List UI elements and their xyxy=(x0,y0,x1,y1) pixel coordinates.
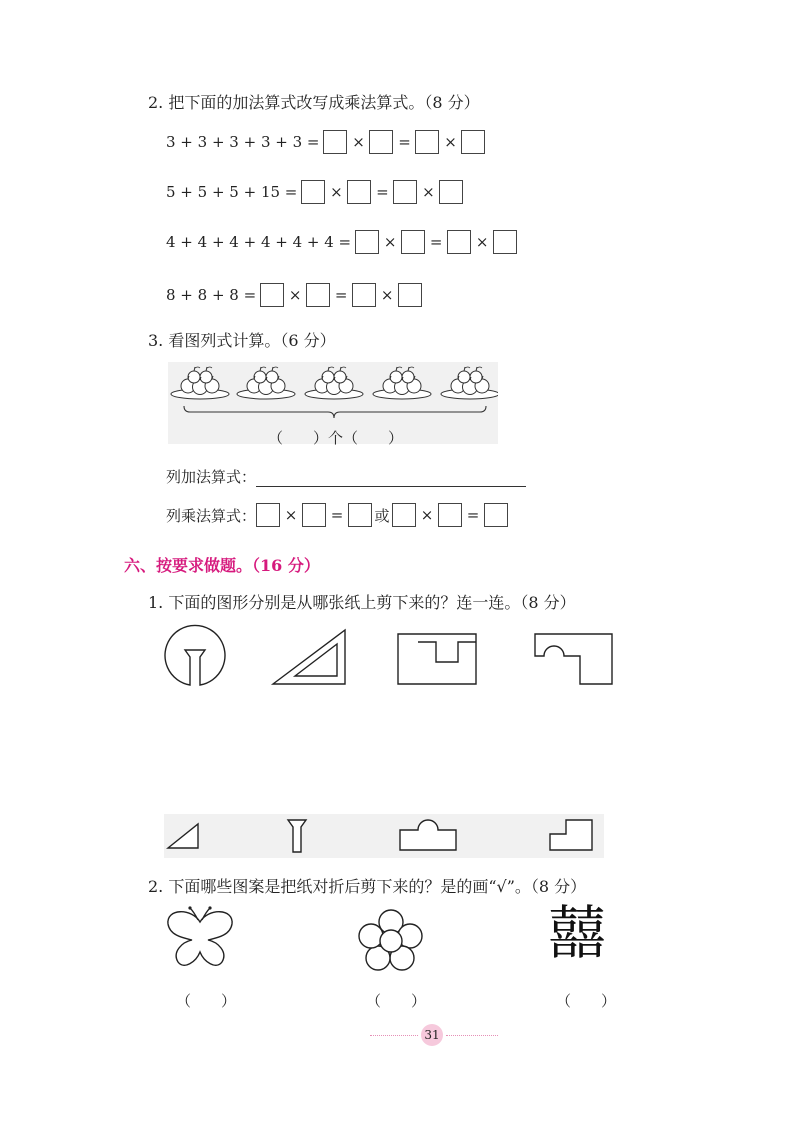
times-sign: × xyxy=(352,133,365,151)
answer-parentheses[interactable]: （ ） xyxy=(366,992,427,1010)
answer-box[interactable] xyxy=(260,283,284,307)
stem-piece[interactable] xyxy=(288,820,306,852)
equals-sign: = xyxy=(466,506,480,524)
answer-box[interactable] xyxy=(306,283,330,307)
brace xyxy=(184,406,486,418)
apple-plate xyxy=(171,367,229,399)
page-number: 31 xyxy=(421,1024,443,1046)
answer-box[interactable] xyxy=(392,503,416,527)
answer-box[interactable] xyxy=(323,130,347,154)
butterfly-icon xyxy=(162,906,238,972)
answer-box[interactable] xyxy=(369,130,393,154)
apple-plate xyxy=(373,367,431,399)
times-sign: × xyxy=(475,233,489,251)
times-sign: × xyxy=(380,286,394,304)
answer-box[interactable] xyxy=(348,503,372,527)
double-happiness-character: 囍 xyxy=(548,899,607,967)
brace-label: （ ）个（ ） xyxy=(268,429,404,447)
answer-parentheses[interactable]: （ ） xyxy=(556,992,617,1010)
answer-box[interactable] xyxy=(256,503,280,527)
answer-box[interactable] xyxy=(398,283,422,307)
u-notch-shape[interactable] xyxy=(398,634,476,684)
addition-label: 列加法算式： xyxy=(166,468,257,486)
equation-addition: 3 + 3 + 3 + 3 + 3 = xyxy=(166,133,320,151)
q6-1-title: 1. 下面的图形分别是从哪张纸上剪下来的？连一连。（8 分） xyxy=(148,593,576,612)
multiplication-label: 列乘法算式： xyxy=(166,506,257,525)
equation-row xyxy=(166,180,463,204)
multiplication-formula-row xyxy=(166,503,508,527)
equation-addition: 4 + 4 + 4 + 4 + 4 + 4 = xyxy=(166,233,352,251)
cut-pieces-row xyxy=(164,814,604,858)
answer-box[interactable] xyxy=(493,230,517,254)
answer-box[interactable] xyxy=(393,180,417,204)
answer-box[interactable] xyxy=(438,503,462,527)
answer-parentheses[interactable]: （ ） xyxy=(176,992,237,1010)
equation-addition: 5 + 5 + 5 + 15 = xyxy=(166,183,298,201)
answer-box[interactable] xyxy=(347,180,371,204)
page-dots-left xyxy=(370,1035,418,1036)
section-title: 六、按要求做题。（16 分） xyxy=(124,556,320,575)
apple-plate xyxy=(305,367,363,399)
answer-box[interactable] xyxy=(301,180,325,204)
times-sign: × xyxy=(383,233,397,251)
arch-piece[interactable] xyxy=(400,820,456,850)
answer-box[interactable] xyxy=(439,180,463,204)
addition-formula-row xyxy=(166,466,526,487)
q6-2-title: 2. 下面哪些图案是把纸对折后剪下来的？是的画“√”。（8 分） xyxy=(148,877,587,896)
times-sign: × xyxy=(422,183,435,201)
answer-box[interactable] xyxy=(355,230,379,254)
answer-box[interactable] xyxy=(302,503,326,527)
apple-plate xyxy=(441,367,498,399)
equals-sign: = xyxy=(376,183,389,201)
times-sign: × xyxy=(284,506,298,524)
triangle-piece[interactable] xyxy=(168,824,198,848)
hollow-triangle-shape[interactable] xyxy=(273,630,345,684)
times-sign: × xyxy=(330,183,343,201)
equals-sign: = xyxy=(330,506,344,524)
q2-title: 2. 把下面的加法算式改写成乘法算式。（8 分） xyxy=(148,93,480,112)
apple-plate xyxy=(237,367,295,399)
answer-box[interactable] xyxy=(352,283,376,307)
answer-box[interactable] xyxy=(401,230,425,254)
equals-sign: = xyxy=(398,133,411,151)
circle-with-slot-shape[interactable] xyxy=(165,625,225,685)
step-piece[interactable] xyxy=(550,820,592,850)
answer-box[interactable] xyxy=(447,230,471,254)
equals-sign: = xyxy=(334,286,348,304)
flower-icon xyxy=(358,908,424,972)
equals-sign: = xyxy=(429,233,443,251)
equation-row xyxy=(166,130,485,154)
page-dots-right xyxy=(446,1035,498,1036)
step-arch-shape[interactable] xyxy=(535,634,612,684)
q3-title: 3. 看图列式计算。（6 分） xyxy=(148,331,336,350)
answer-box[interactable] xyxy=(484,503,508,527)
answer-box[interactable] xyxy=(461,130,485,154)
answer-box[interactable] xyxy=(415,130,439,154)
answer-line[interactable] xyxy=(256,470,526,487)
times-sign: × xyxy=(444,133,457,151)
times-sign: × xyxy=(288,286,302,304)
equation-row xyxy=(166,230,517,254)
equation-row xyxy=(166,283,422,307)
or-label: 或 xyxy=(374,506,390,525)
times-sign: × xyxy=(420,506,434,524)
equation-addition: 8 + 8 + 8 = xyxy=(166,286,257,304)
paper-shapes-row xyxy=(160,622,620,692)
